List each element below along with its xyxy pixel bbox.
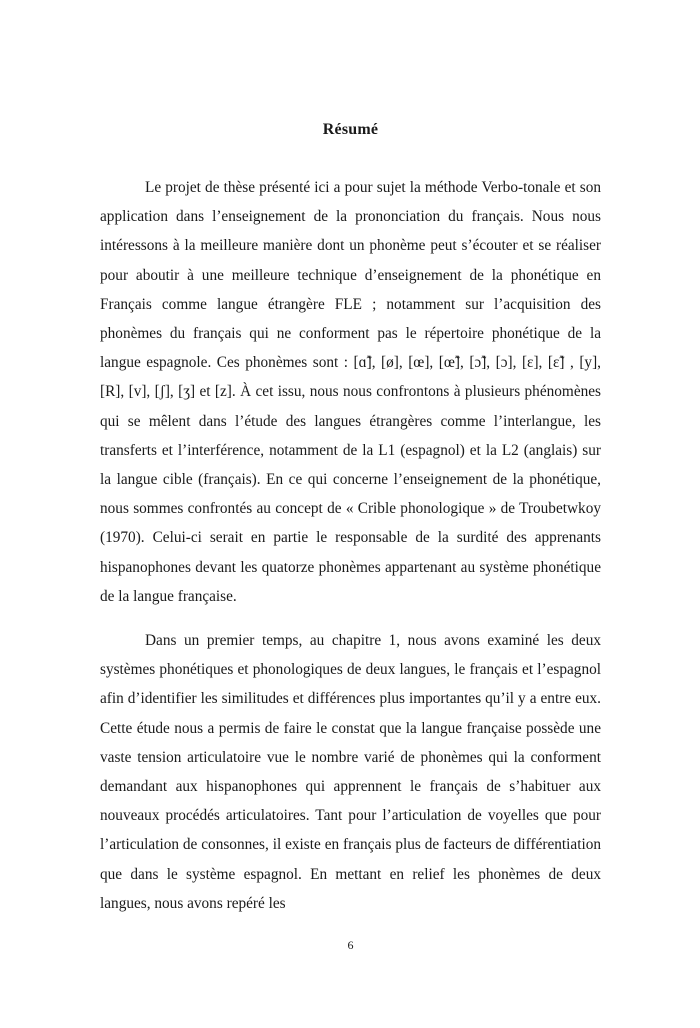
document-page bbox=[100, 0, 601, 1028]
page-number: 6 bbox=[347, 938, 354, 952]
paragraph-2: Dans un premier temps, au chapitre 1, nous avons examiné les deux systèmes phonétiques et phonologiques de deux langues, le français et l’espagnol afin d’identifier les similitudes et différences plus importantes qu’il y a entre eux. Cette étude nous a permis de faire le constat que la langue française possède une vaste tension articulatoire vue le nombre varié de phonèmes qui la conforment demandant aux hispanophones qui apprennent le français de s’habituer aux nouveaux procédés articulatoires. Tant pour l’articulation de voyelles que pour l’articulation de consonnes, il existe en français plus de facteurs de différentiation que dans le système espagnol. En mettant en relief les phonèmes de deux langues, nous avons repéré les bbox=[100, 632, 601, 912]
paragraph-1: Le projet de thèse présenté ici a pour sujet la méthode Verbo-tonale et son application dans l’enseignement de la prononciation du français. Nous nous intéressons à la meilleure manière dont un phonème peut s’écouter et se réaliser pour aboutir à une meilleure technique d’enseignement de la phonétique en Français comme langue étrangère FLE ; notamment sur l’acquisition des phonèmes du français qui ne conforment pas le répertoire phonétique de la langue espagnole. Ces phonèmes sont : [ɑ̃], [ø], [œ], [œ̃], [ɔ̃], [ɔ], [ɛ], [ɛ̃] , [y], [R], [v], [ʃ], [ʒ] et [z]. À cet issu, nous nous confrontons à plusieurs phénomènes qui se mêlent dans l’étude des langues étrangères comme l’interlangue, les transferts et l’interférence, notamment de la L1 (espagnol) et la L2 (anglais) sur la langue cible (français). En ce qui concerne l’enseignement de la phonétique, nous sommes confrontés au concept de « Crible phonologique » de Troubetwkoy (1970). Celui-ci serait en partie le responsable de la surdité des apprenants hispanophones devant les quatorze phonèmes appartenant au système phonétique de la langue française. bbox=[100, 179, 601, 605]
page-title: Résumé bbox=[322, 121, 379, 138]
